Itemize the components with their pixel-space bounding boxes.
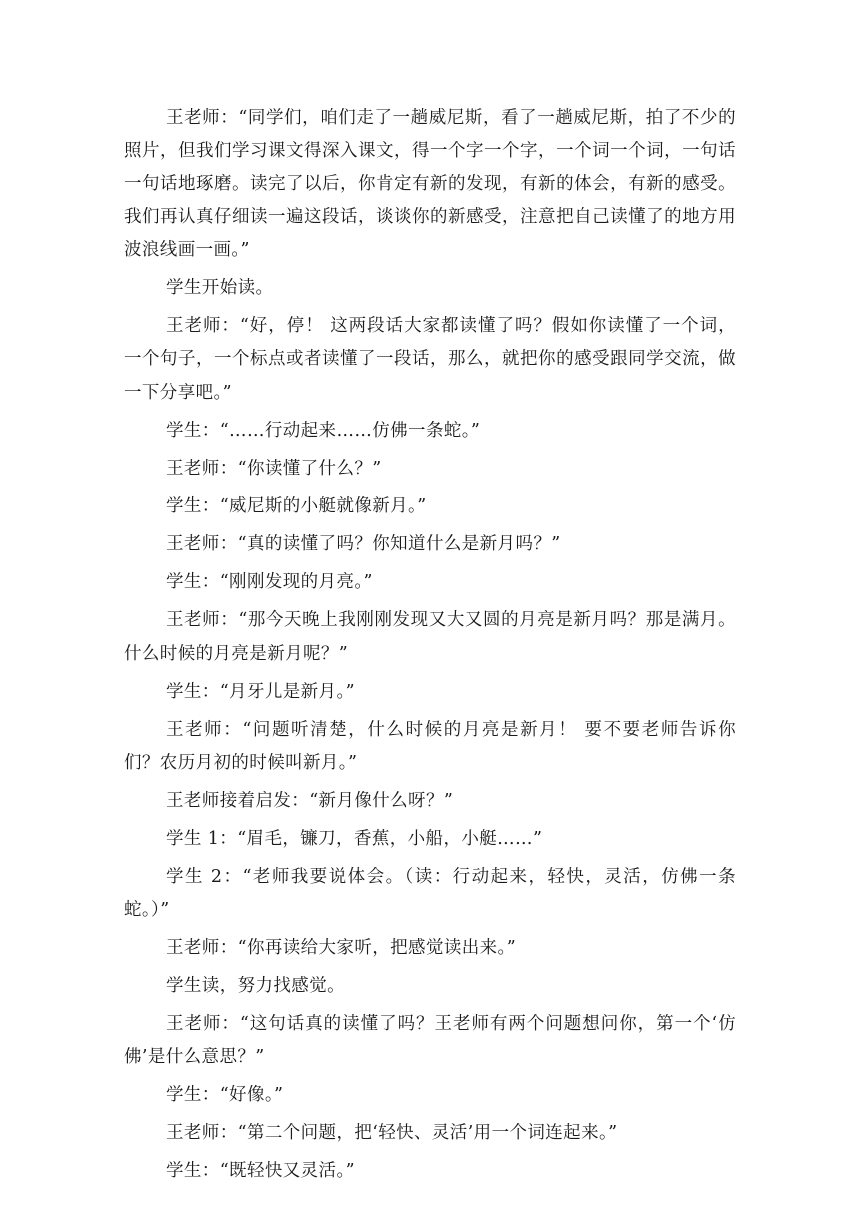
- paragraph-teacher-what: 王老师：“你读懂了什么？”: [166, 458, 382, 479]
- paragraph-student-newmoon: 学生：“威尼斯的小艇就像新月。”: [166, 496, 427, 517]
- paragraph-student-snake: 学生：“……行动起来……仿佛一条蛇。”: [166, 420, 481, 441]
- document-body: [124, 102, 736, 1193]
- paragraph-student-seem: 学生：“好像。”: [166, 1084, 284, 1105]
- paragraph-teacher-readagain: 王老师：“你再读给大家听，把感觉读出来。”: [166, 937, 517, 958]
- paragraph-student-justfound: 学生：“刚刚发现的月亮。”: [166, 572, 373, 593]
- paragraph-teacher-inspire: 王老师接着启发：“新月像什么呀？”: [166, 790, 454, 811]
- paragraph-students-read: 学生开始读。: [166, 278, 274, 299]
- paragraph-teacher-stop: 王老师：“好，停！ 这两段话大家都读懂了吗？假如你读懂了一个词，一个句子，一个标点或者读懂了一段话，那么，就把你的感受跟同学交流，做一下分享吧。”: [124, 316, 736, 403]
- paragraph-teacher-fullmoon: 王老师：“那今天晚上我刚刚发现又大又圆的月亮是新月吗？那是满月。什么时候的月亮是新月呢？”: [124, 610, 736, 664]
- paragraph-student-reads: 学生读，努力找感觉。: [166, 975, 345, 996]
- paragraph-student-both: 学生：“既轻快又灵活。”: [166, 1160, 355, 1181]
- paragraph-teacher-intro: 王老师：“同学们，咱们走了一趟威尼斯，看了一趟威尼斯，拍了不少的照片，但我们学习课文得深入课文，得一个字一个字，一个词一个词，一句话一句话地琢磨。读完了以后，你肯定有新的发现，有新的体会，有新的感受。我们再认真仔细读一遍这段话，谈谈你的新感受，注意把自己读懂了的地方用波浪线画一画。”: [124, 108, 736, 261]
- paragraph-teacher-question2: 王老师：“第二个问题，把‘轻快、灵活’用一个词连起来。”: [166, 1122, 618, 1143]
- paragraph-teacher-question1: 王老师：“这句话真的读懂了吗？王老师有两个问题想问你，第一个‘仿佛’是什么意思？”: [124, 1013, 736, 1067]
- paragraph-student1-answers: 学生 1：“眉毛，镰刀，香蕉，小船，小艇……”: [166, 828, 543, 849]
- paragraph-teacher-really: 王老师：“真的读懂了吗？你知道什么是新月吗？”: [166, 534, 561, 555]
- paragraph-student-crescent: 学生：“月牙儿是新月。”: [166, 681, 355, 702]
- paragraph-teacher-lunar: 王老师：“问题听清楚，什么时候的月亮是新月！ 要不要老师告诉你们？农历月初的时候叫新月。”: [124, 719, 736, 773]
- paragraph-student2-feeling: 学生 2：“老师我要说体会。（读：行动起来，轻快，灵活，仿佛一条蛇。）”: [124, 866, 736, 920]
